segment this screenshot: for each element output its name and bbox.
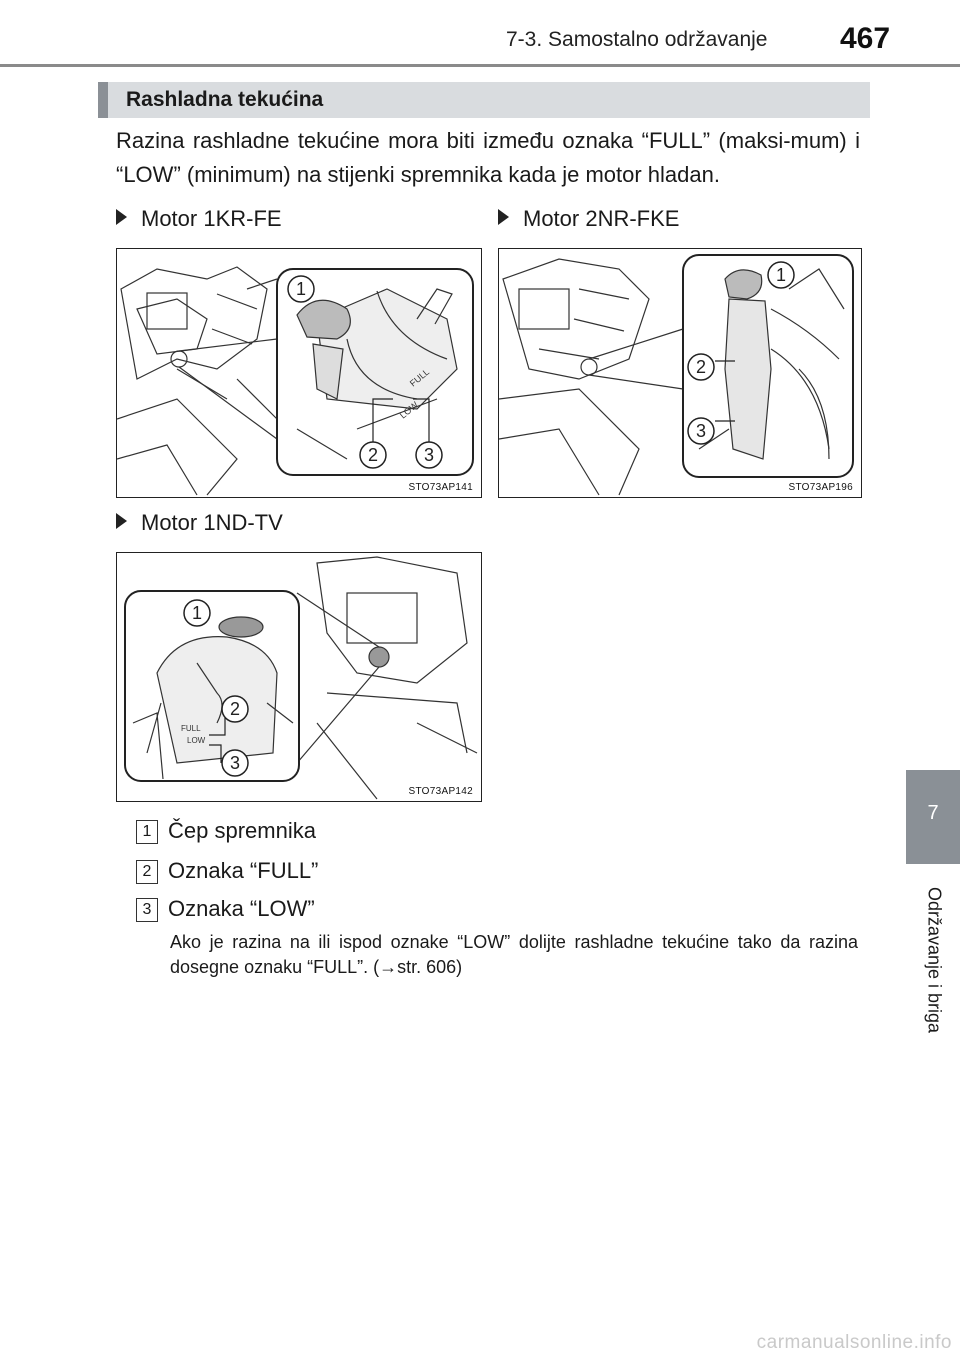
callout-3: 3 [423,445,435,465]
note-paragraph: Ako je razina na ili ispod oznake “LOW” dolijte rashladne tekućine tako da razina dosegne oznaku “FULL”. (→str. 606) [170,932,858,977]
tank-mark-low: LOW [187,736,206,745]
engine-label-2nr-fke [498,206,679,232]
triangle-bullet-icon [116,513,127,529]
legend-text: Oznaka “LOW” [168,896,315,921]
watermark: carmanualsonline.info [756,1332,952,1353]
triangle-bullet-icon [116,209,127,225]
engine-bay-illustration [499,249,861,497]
engine-bay-illustration [117,553,481,801]
tank-mark-full: FULL [181,724,201,733]
section-title: Rashladna tekućina [126,88,324,111]
chapter-tab [906,770,960,864]
running-header-section: 7-3. Samostalno održavanje [506,28,768,51]
figure-2nr-fke-engine-bay [498,248,862,498]
callout-1: 1 [191,603,203,623]
engine-label-text: Motor 2NR-FKE [523,206,680,231]
engine-label-text: Motor 1KR-FE [141,206,282,231]
engine-label-1nd-tv [116,510,283,536]
legend-item [136,896,315,922]
legend-text: Oznaka “FULL” [168,858,319,883]
chapter-number: 7 [927,802,939,824]
figure-code: STO73AP141 [408,482,473,493]
callout-2: 2 [695,357,707,377]
engine-label-text: Motor 1ND-TV [141,510,283,535]
legend-number: 2 [136,860,158,884]
figure-code: STO73AP196 [788,482,853,493]
intro-paragraph: Razina rashladne tekućine mora biti između oznaka “FULL” (maksi-mum) i “LOW” (minimum) na stijenki spremnika kada je motor hladan. [116,128,860,187]
callout-3: 3 [229,753,241,773]
callout-1: 1 [775,265,787,285]
legend-number: 3 [136,898,158,922]
legend-item [136,818,316,844]
tank-mark-low: LOW [397,399,421,421]
legend-number: 1 [136,820,158,844]
legend-item [136,858,318,884]
triangle-bullet-icon [498,209,509,225]
chapter-title-vertical: Održavanje i briga [924,886,945,1034]
callout-2: 2 [229,699,241,719]
section-heading-bar [98,82,870,118]
engine-bay-illustration [117,249,481,497]
figure-1nd-tv-engine-bay [116,552,482,802]
figure-code: STO73AP142 [408,786,473,797]
callout-2: 2 [367,445,379,465]
legend-text: Čep spremnika [168,818,316,843]
figure-1kr-fe-engine-bay [116,248,482,498]
page-number: 467 [840,22,891,55]
engine-label-1kr-fe [116,206,282,232]
callout-3: 3 [695,421,707,441]
header-divider [0,64,960,67]
tank-mark-full: FULL [407,366,432,389]
callout-1: 1 [295,279,307,299]
